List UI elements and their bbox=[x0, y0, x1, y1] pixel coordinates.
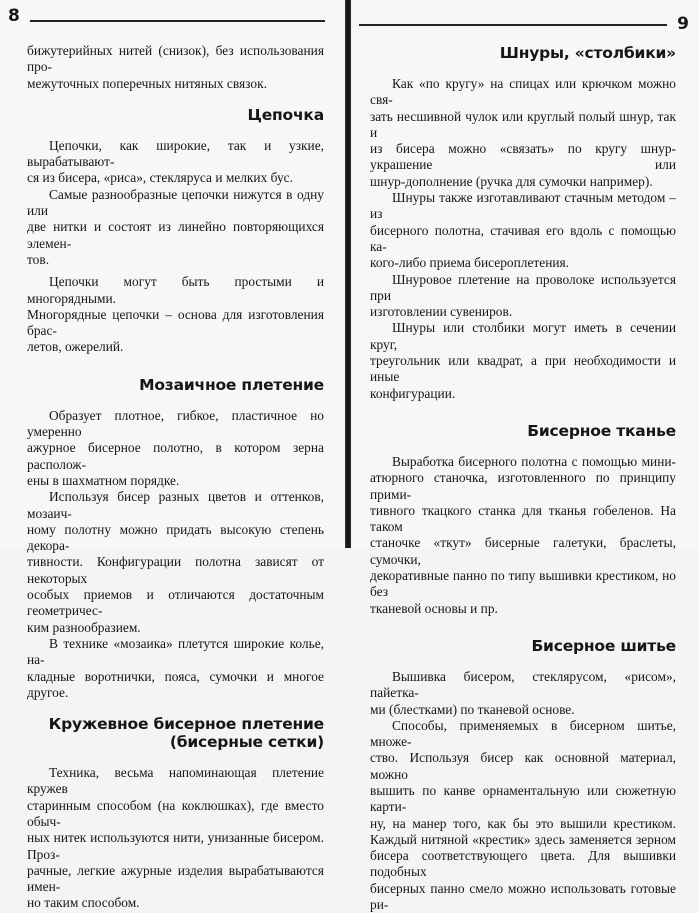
paragraph-line: Каждый нитяной «крестик» здесь заменяется зерном bbox=[370, 831, 676, 847]
paragraph-line: В технике «мозаика» плетутся широкие колье, на- bbox=[27, 635, 324, 668]
paragraph-line: из бисера можно «связать» по кругу шнур-украшение или bbox=[370, 141, 676, 173]
paragraph-line: ажурное бисерное полотно, в котором зерна располож- bbox=[27, 440, 324, 472]
section-heading: Мозаичное плетение bbox=[139, 375, 324, 394]
paragraph-line: Способы, применяемых в бисерном шитье, множе- bbox=[370, 717, 676, 750]
paragraph-line: бисерных панно смело можно использовать готовые ри- bbox=[370, 880, 676, 913]
paragraph-line: но таким способом. bbox=[27, 895, 140, 911]
paragraph-line: Цепочки, как широкие, так и узкие, вырабатывают- bbox=[27, 137, 324, 170]
paragraph-line: ми (блестками) по тканевой основе. bbox=[370, 701, 575, 717]
paragraph-line: станочке «ткут» бисерные галетуки, браслеты, сумочки, bbox=[370, 535, 676, 567]
paragraph-line: рачные, легкие ажурные изделия вырабатываются имен- bbox=[27, 862, 324, 895]
paragraph-line: ных нитек используются нити, унизанные бисером. Проз- bbox=[27, 830, 324, 862]
paragraph-line: Многорядные цепочки – основа для изготовления брас- bbox=[27, 306, 324, 339]
paragraph-line: кого-либо приема бисероплетения. bbox=[370, 255, 570, 271]
section-heading: Кружевное бисерное плетение bbox=[48, 715, 324, 734]
paragraph-line: тивности. Конфигурации полотна зависят от некоторых bbox=[27, 554, 324, 586]
section-heading: Цепочка bbox=[247, 105, 324, 124]
paragraph-line: вышить по канве орнаментальную или сюжетную карти- bbox=[370, 782, 676, 815]
paragraph-line: Как «по кругу» на спицах или крючком можно свя- bbox=[370, 76, 676, 108]
paragraph-line: ены в шахматном порядке. bbox=[27, 472, 180, 488]
paragraph-line: Цепочки могут быть простыми и многорядными. bbox=[27, 274, 324, 306]
page-number: 8 bbox=[8, 6, 20, 26]
paragraph-line: Образует плотное, гибкое, пластичное но умеренно bbox=[27, 407, 324, 440]
section-heading: Бисерное шитье bbox=[531, 636, 676, 655]
paragraph-line: Используя бисер разных цветов и оттенков, мозаич- bbox=[27, 489, 324, 521]
paragraph-line: бисера соответствующего цвета. Для вышивки подобных bbox=[370, 848, 676, 880]
paragraph-line: старинным способом (на коклюшках), где вместо обыч- bbox=[27, 797, 324, 829]
paragraph: межуточных поперечных нитяных связок. bbox=[27, 75, 267, 91]
paragraph-line: тканевой основы и пр. bbox=[370, 600, 498, 616]
paragraph-line: шнур-дополнение (ручка для сумочки например). bbox=[370, 173, 653, 189]
right-page bbox=[351, 0, 699, 913]
paragraph-line: ся из бисера, «риса», стекляруса и мелких бус. bbox=[27, 170, 293, 186]
paragraph-line: ну, на манер того, как бы это вышили крестиком. bbox=[370, 815, 676, 831]
paragraph-line: Выработка бисерного полотна с помощью мини- bbox=[392, 453, 676, 469]
header-rule bbox=[30, 20, 325, 22]
paragraph: бижутерийных нитей (снизок), без использования про- bbox=[27, 43, 324, 75]
paragraph-line: две нитки и состоят из линейно повторяющихся элемен- bbox=[27, 219, 324, 251]
page-number: 9 bbox=[677, 14, 689, 34]
left-page-text bbox=[27, 43, 324, 912]
paragraph-line: Вышивка бисером, стеклярусом, «рисом», пайетка- bbox=[370, 668, 676, 701]
section-heading: Шнуры, «столбики» bbox=[499, 44, 676, 62]
paragraph-line: изготовлении сувениров. bbox=[370, 304, 513, 320]
section-heading: Бисерное тканье bbox=[527, 421, 676, 440]
paragraph-line: треугольник или квадрат, а при необходимости и иные bbox=[370, 353, 676, 385]
section-heading-line-2: (бисерные сетки) bbox=[169, 733, 324, 752]
paragraph-line: Шнуры или столбики могут иметь в сечении круг, bbox=[370, 320, 676, 352]
paragraph-line: Самые разнообразные цепочки нижутся в одну или bbox=[27, 186, 324, 219]
paragraph-line: Техника, весьма напоминающая плетение кружев bbox=[27, 765, 324, 797]
paragraph-line: кладные воротнички, пояса, сумочки и многое другое. bbox=[27, 668, 324, 700]
paragraph-line: ному полотну можно придать высокую степень декора- bbox=[27, 521, 324, 554]
paragraph-line: Шнуры также изготавливают стачным методом – из bbox=[370, 190, 676, 222]
paragraph-line: декоративные панно по типу вышивки крестиком, но без bbox=[370, 568, 676, 600]
paragraph-line: ство. Используя бисер как основной материал, можно bbox=[370, 750, 676, 782]
paragraph-line: зать несшивной чулок или круглый полый шнур, так и bbox=[370, 108, 676, 140]
paragraph-line: тивного ткацкого станка для тканья гобеленов. На таком bbox=[370, 502, 676, 535]
paragraph-line: ким разнообразием. bbox=[27, 619, 141, 635]
right-page-text bbox=[370, 44, 676, 913]
header-rule bbox=[359, 24, 667, 26]
paragraph-line: конфигурации. bbox=[370, 385, 456, 401]
left-page bbox=[0, 0, 347, 911]
paragraph-line: Шнуровое плетение на проволоке используется при bbox=[370, 271, 676, 303]
paragraph-line: атюрного станочка, изготовленного по принципу прими- bbox=[370, 470, 676, 502]
paragraph-line: тов. bbox=[27, 251, 50, 267]
paragraph-line: летов, ожерелий. bbox=[27, 339, 124, 355]
paragraph-line: особых приемов и отличаются достаточным геометричес- bbox=[27, 587, 324, 619]
paragraph-line: бисерного полотна, стачивая его вдоль с помощью ка- bbox=[370, 222, 676, 254]
